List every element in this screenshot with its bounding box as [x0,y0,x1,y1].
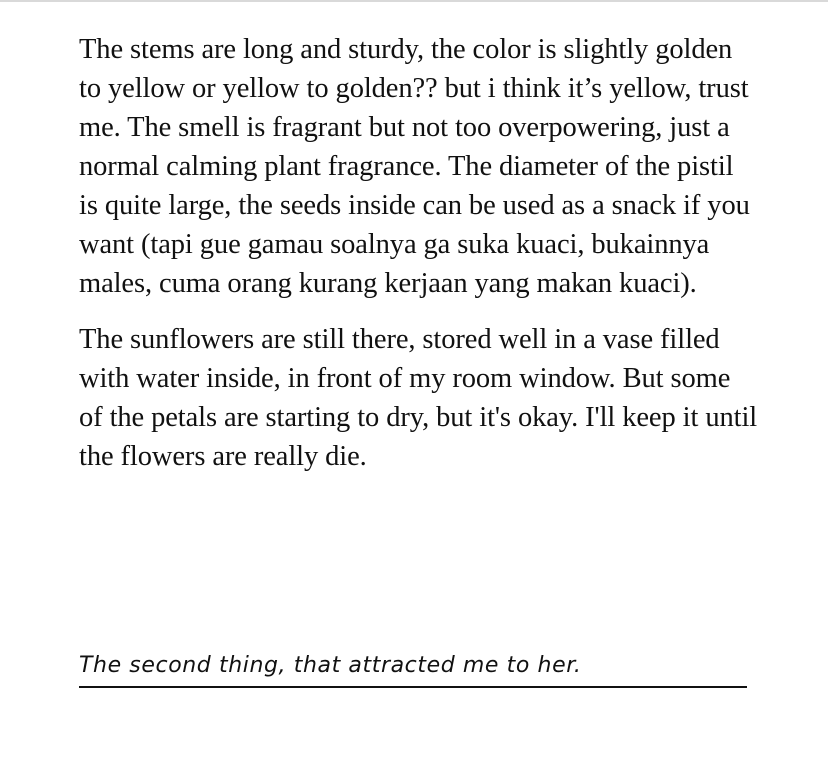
section-heading-underlined [79,652,747,688]
paragraph-sunflower-vase: The sunflowers are still there, stored well in a vase filled with water inside, in front of my room window. But some of the petals are starting to dry, but it's okay. I'll keep it until the flowers are really die. [79,324,758,472]
section-heading: The second thing, that attracted me to her. [79,653,582,678]
document-body [79,30,759,476]
paragraph-sunflower-description: The stems are long and sturdy, the color is slightly golden to yellow or yellow to golden?? but i think it’s yellow, trust me. The smell is fragrant but not too overpowering, just a normal calming plant fragrance. The diameter of the pistil is quite large, the seeds inside can be used as a snack if you want (tapi gue gamau soalnya ga suka kuaci, bukainnya males, cuma orang kurang kerjaan yang makan kuaci). [79,34,750,299]
top-divider [0,0,828,2]
